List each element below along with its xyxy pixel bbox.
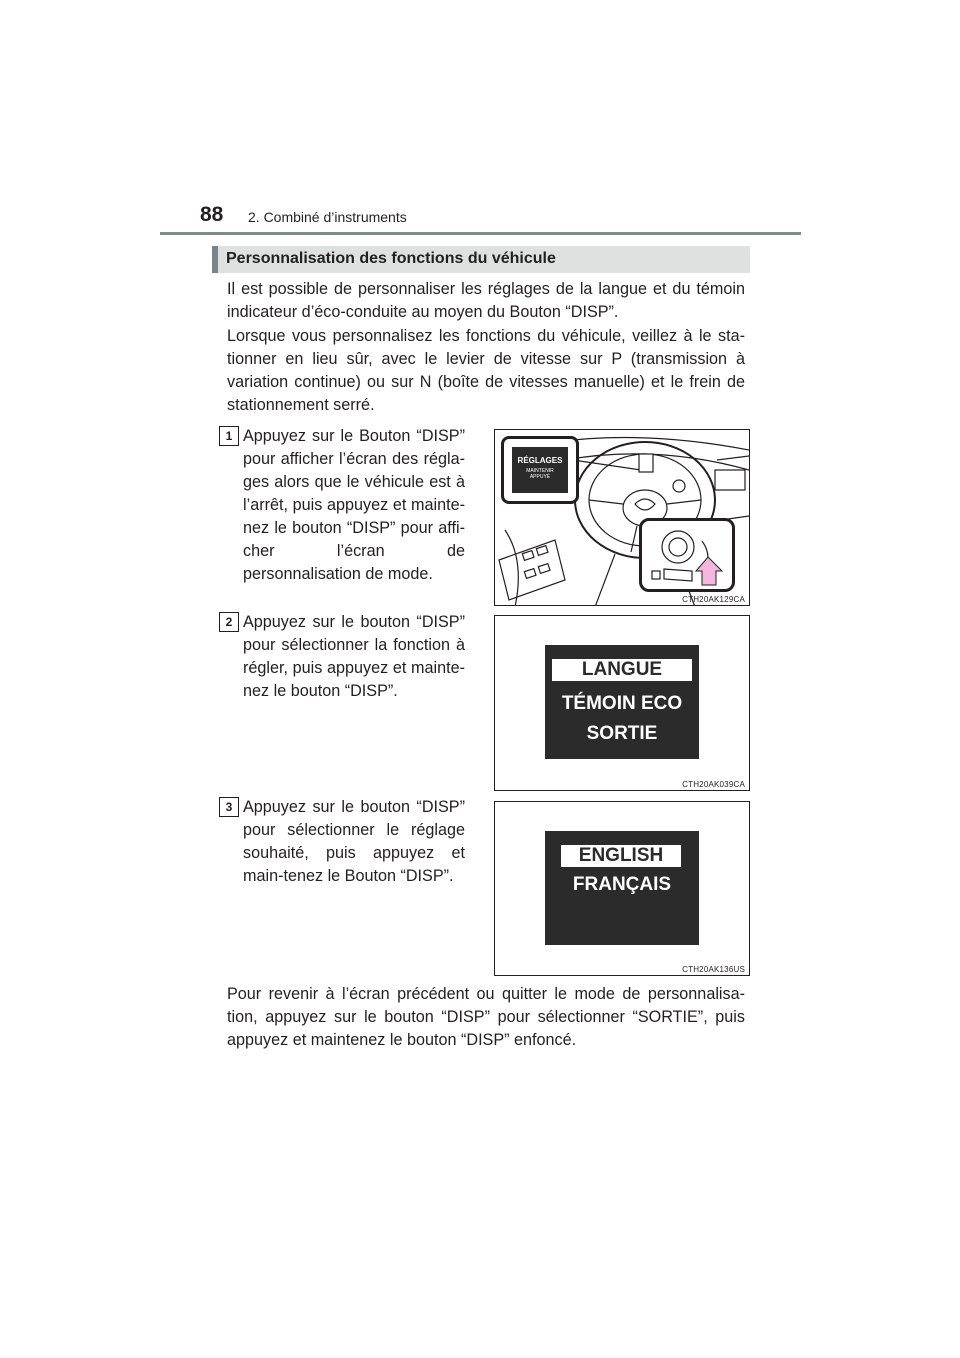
section-heading bbox=[212, 246, 750, 273]
figure-code-3: CTH20AK136US bbox=[682, 965, 745, 974]
menu-screen-1 bbox=[545, 645, 699, 759]
disp-button-arrow-icon bbox=[642, 521, 732, 589]
section-title: Personnalisation des fonctions du véhicule bbox=[226, 250, 556, 267]
menu-item-sortie: SORTIE bbox=[586, 723, 658, 744]
figure-code-2: CTH20AK039CA bbox=[682, 780, 745, 789]
callout-line-1: MAINTENIR bbox=[526, 468, 554, 474]
disp-button-zoom bbox=[639, 518, 735, 592]
header-rule bbox=[160, 232, 801, 235]
step-number-2: 2 bbox=[219, 612, 239, 632]
menu-item-langue: LANGUE bbox=[552, 659, 692, 681]
menu-item-english: ENGLISH bbox=[561, 845, 681, 867]
step-text-2: Appuyez sur le bouton “DISP” pour sélectionner la fonction à régler, puis appuyez et mainte-nez le bouton “DISP”. bbox=[243, 613, 465, 700]
menu-item-temoin-eco: TÉMOIN ECO bbox=[561, 693, 683, 714]
step-number-3: 3 bbox=[219, 797, 239, 817]
step-text-3: Appuyez sur le bouton “DISP” pour sélectionner le réglage souhaité, puis appuyez et main-tenez le Bouton “DISP”. bbox=[243, 798, 465, 885]
step-text-1: Appuyez sur le Bouton “DISP” pour afficher l’écran des régla-ges alors que le véhicule est à l’arrêt, puis appuyez et mainte-nez le bouton “DISP” pour affi-cher l’écran de personnalisation de mode. bbox=[243, 427, 465, 583]
callout-line-2: APPUYÉ bbox=[529, 474, 551, 480]
settings-display-screen bbox=[512, 447, 568, 493]
intro-paragraph-1: Il est possible de personnaliser les réglages de la langue et du témoin indicateur d’éco-conduite au moyen du Bouton “DISP”. bbox=[227, 280, 745, 321]
page-number: 88 bbox=[200, 203, 224, 226]
section-accent bbox=[212, 246, 218, 273]
menu-screen-2 bbox=[545, 831, 699, 945]
figure-step-2 bbox=[494, 615, 750, 791]
figure-code-1: CTH20AK129CA bbox=[682, 595, 745, 604]
callout-title: RÉGLAGES bbox=[517, 456, 563, 465]
figure-step-3 bbox=[494, 801, 750, 976]
figure-step-1 bbox=[494, 429, 750, 606]
step-number-1: 1 bbox=[219, 426, 239, 446]
chapter-title: 2. Combiné d’instruments bbox=[248, 209, 407, 225]
outro-paragraph: Pour revenir à l’écran précédent ou quitter le mode de personnalisa-tion, appuyez sur le bouton “DISP” pour sélectionner “SORTIE”, puis appuyez et maintenez le bouton “DISP” enfoncé. bbox=[227, 985, 745, 1049]
settings-display-callout bbox=[501, 436, 579, 504]
menu-item-francais: FRANÇAIS bbox=[572, 874, 672, 895]
intro-paragraph-2: Lorsque vous personnalisez les fonctions du véhicule, veillez à le sta-tionner en lieu sûr, avec le levier de vitesse sur P (transmission à variation continue) ou sur N (boîte de vitesses manuelle) et le frein de stationnement serré. bbox=[227, 327, 745, 414]
